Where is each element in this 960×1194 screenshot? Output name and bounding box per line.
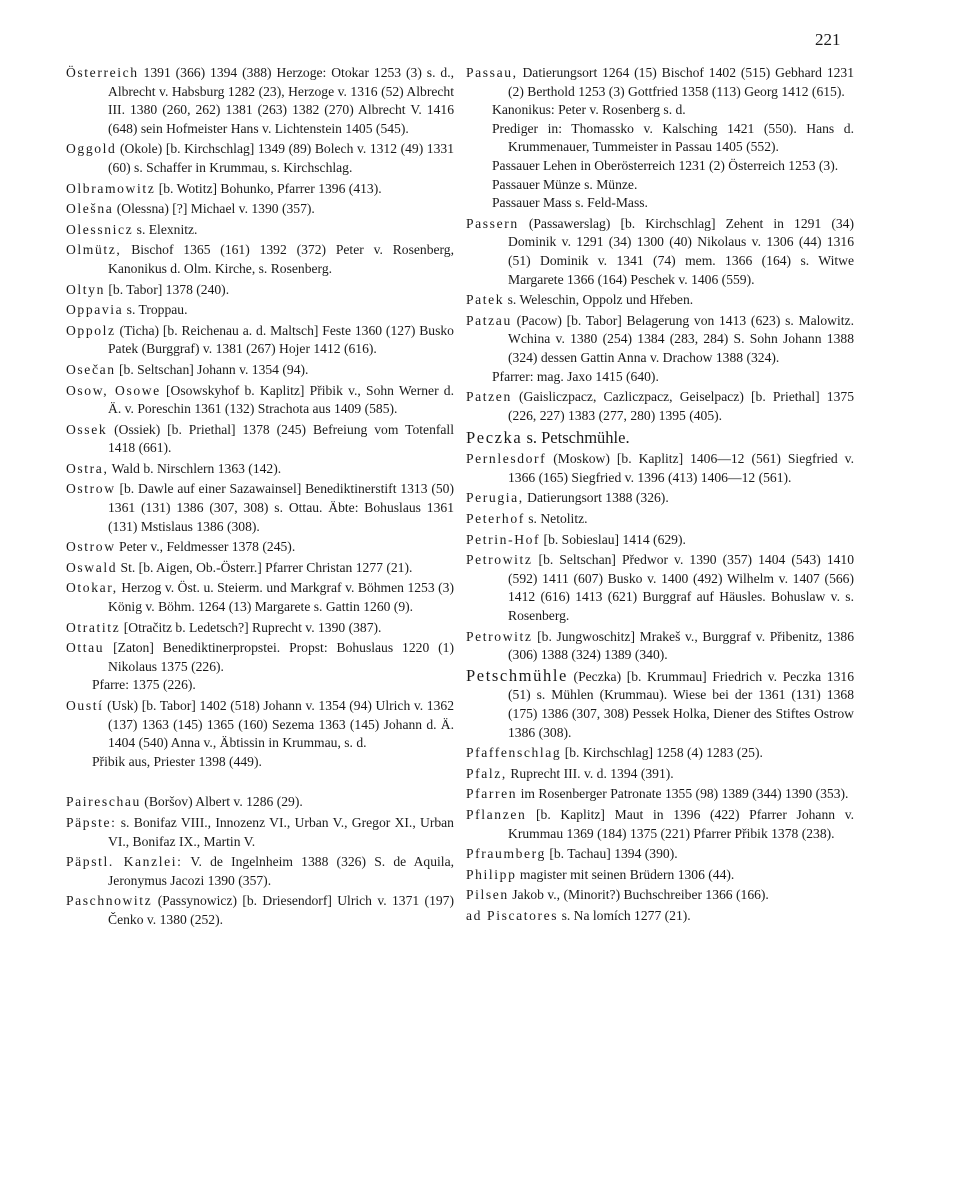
entry-text: [b. Jungwoschitz] Mrakeš v., Burggraf v. Přibenitz, 1386 (306) 1388 (324) 1389 (340).	[508, 628, 854, 663]
entry-text: Passauer Mass s. Feld-Mass.	[492, 195, 648, 211]
index-entry	[466, 510, 854, 529]
index-entry	[66, 538, 454, 557]
entry-headword: Petrowitz	[466, 628, 533, 644]
entry-text: (Ossiek) [b. Priethal] 1378 (245) Befreiung vom Totenfall 1418 (661).	[108, 421, 454, 456]
entry-text: (Boršov) Albert v. 1286 (29).	[144, 794, 303, 810]
entry-headword: Otratitz	[66, 619, 121, 635]
entry-headword: Ostrow	[66, 539, 116, 555]
index-entry	[66, 793, 454, 812]
entry-text: [Osowskyhof b. Kaplitz] Přibik v., Sohn Werner d. Ä. v. Poreschin 1361 (132) Strachota aus 1409 (585).	[108, 382, 454, 417]
entry-headword: ad Piscatores	[466, 907, 559, 923]
entry-text: s. Na lomích 1277 (21).	[561, 907, 691, 923]
entry-headword: Päpste:	[66, 814, 117, 830]
entry-text: s. Bonifaz VIII., Innozenz VI., Urban V., Gregor XI., Urban VI., Bonifaz IX., Martin V.	[108, 814, 454, 849]
index-entry	[66, 853, 454, 890]
entry-headword: Passau,	[466, 65, 518, 80]
index-entry	[66, 64, 454, 138]
index-entry	[66, 382, 454, 419]
entry-headword: Otokar,	[66, 580, 118, 596]
entry-text: Pfarre: 1375 (226).	[92, 677, 196, 693]
entry-text: (Usk) [b. Tabor] 1402 (518) Johann v. 1354 (94) Ulrich v. 1362 (137) 1363 (145) 1365 (160) Sezema 1363 (145) Johann d. Ä. 1404 (540) Anna v., Äbtissin in Krummau, s. d.	[107, 698, 454, 751]
entry-headword: Petschmühle	[466, 665, 568, 685]
index-entry	[466, 450, 854, 487]
index-entry	[66, 421, 454, 458]
index-entry	[66, 221, 454, 240]
entry-headword: Pfraumberg	[466, 846, 546, 862]
index-entry	[66, 753, 454, 772]
entry-text: (Peczka) [b. Krummau] Friedrich v. Peczka 1316 (51) s. Mühlen (Krummau). Wiese bei der 1361 (131) 1368 (175) 1386 (307, 308) Pessek Holka, Diener des Stiftes Ostrow 1386 (308).	[508, 668, 854, 740]
entry-text: [b. Tachau] 1394 (390).	[549, 846, 678, 862]
index-entry	[466, 531, 854, 550]
entry-headword: Ostrow	[66, 481, 116, 497]
index-entry	[466, 157, 854, 176]
entry-text: (Gaisliczpacz, Cazliczpacz, Geiselpacz) [b. Priethal] 1375 (226, 227) 1383 (277, 280) 1395 (405).	[508, 389, 854, 423]
entry-text: s. Petschmühle.	[526, 428, 630, 448]
index-entry	[466, 291, 854, 310]
entry-headword: Olešna	[66, 201, 114, 217]
entry-text: Ruprecht III. v. d. 1394 (391).	[510, 765, 674, 781]
entry-text: Wald b. Nirschlern 1363 (142).	[111, 460, 282, 476]
entry-text: Kanonikus: Peter v. Rosenberg s. d.	[492, 102, 686, 118]
entry-text: [b. Tabor] 1378 (240).	[108, 281, 230, 297]
index-entry	[466, 101, 854, 120]
entry-text: [b. Kaplitz] Maut in 1396 (422) Pfarrer Johann v. Krummau 1369 (184) 1375 (221) Pfarrer Přibik 1378 (238).	[508, 806, 855, 841]
index-entry	[466, 489, 854, 508]
index-entry	[66, 281, 454, 300]
entry-text: V. de Ingelnheim 1388 (326) S. de Aquila, Jeronymus Jacozi 1390 (357).	[108, 854, 454, 888]
entry-text: s. Netolitz.	[528, 511, 588, 527]
index-entry	[466, 194, 854, 213]
entry-headword: Osow, Osowe	[66, 382, 161, 398]
entry-headword: Pernlesdorf	[466, 451, 547, 467]
entry-text: (Passawerslag) [b. Kirchschlag] Zehent in 1291 (34) Dominik v. 1291 (34) 1300 (40) Nikolaus v. 1306 (44) 1316 (51) Dominik v. 1341 (74) mem. 1366 (164) s. Witwe Margarete 1366 (164) Peschek v. 1406 (559).	[508, 215, 854, 287]
entry-headword: Päpstl. Kanzlei:	[66, 854, 183, 870]
entry-text: Bischof 1365 (161) 1392 (372) Peter v. Rosenberg, Kanonikus d. Olm. Kirche, s. Rosenberg.	[108, 242, 455, 276]
entry-headword: Peterhof	[466, 511, 525, 527]
entry-headword: Oggold	[66, 141, 117, 157]
entry-text: (Ticha) [b. Reichenau a. d. Maltsch] Feste 1360 (127) Busko Patek (Burggraf) v. 1381 (267) Hojer 1412 (616).	[108, 322, 454, 357]
entry-headword: Osečan	[66, 361, 116, 377]
entry-headword: Patek	[466, 292, 505, 308]
entry-headword: Ostra,	[66, 460, 109, 476]
entry-headword: Pflanzen	[466, 806, 527, 822]
entry-text: Peter v., Feldmesser 1378 (245).	[119, 539, 296, 555]
entry-text: 1391 (366) 1394 (388) Herzoge: Otokar 1253 (3) s. d., Albrecht v. Habsburg 1282 (23), Herzoge v. 1316 (52) Albrecht III. 1380 (260, 262) 1381 (263) 1382 (270) Albrecht V. 1416 (648) sein Hofmeister Hans v. Lichtenstein 1405 (545).	[108, 65, 454, 136]
index-entry	[466, 551, 854, 625]
entry-text: Jakob v., (Minorit?) Buchschreiber 1366 (166).	[512, 887, 769, 903]
entry-headword: Oppolz	[66, 322, 116, 338]
index-entry	[66, 676, 454, 695]
index-entry	[66, 361, 454, 380]
index-entry	[66, 200, 454, 219]
entry-headword: Pilsen	[466, 887, 509, 903]
index-entry	[466, 907, 854, 926]
entry-text: Pfarrer: mag. Jaxo 1415 (640).	[492, 368, 659, 384]
index-entry	[66, 892, 454, 929]
right-column	[466, 64, 854, 928]
entry-text: (Moskow) [b. Kaplitz] 1406—12 (561) Siegfried v. 1366 (165) Siegfried v. 1396 (413) 1406—12 (561).	[508, 451, 854, 485]
entry-text: Datierungsort 1264 (15) Bischof 1402 (515) Gebhard 1231 (2) Berthold 1253 (3) Gottfried 1358 (113) Georg 1412 (615).	[508, 65, 855, 99]
entry-headword: Oppavia	[66, 302, 124, 318]
entry-text: [Zaton] Benediktinerpropstei. Propst: Bohuslaus 1220 (1) Nikolaus 1375 (226).	[108, 640, 454, 674]
entry-text: [b. Seltschan] Předwor v. 1390 (357) 1404 (543) 1410 (592) 1411 (607) Busko v. 1400 (492) Wilhelm v. 1407 (566) 1412 (616) 1413 (621) Burggraf auf Häusles. Bohuslaw v. s. Rosenberg.	[508, 552, 855, 624]
entry-text: [b. Dawle auf einer Sazawainsel] Benediktinerstift 1313 (50) 1361 (131) 1386 (307, 308) s. Ottau. Äbte: Bohuslaus 1361 (131) Mstislaus 1386 (308).	[108, 481, 454, 534]
entry-text: (Okole) [b. Kirchschlag] 1349 (89) Bolech v. 1312 (49) 1331 (60) s. Schaffer in Krummau, s. Kirchschlag.	[108, 141, 454, 175]
index-entry	[466, 886, 854, 905]
index-entry	[466, 667, 854, 742]
entry-headword: Perugia,	[466, 490, 524, 506]
entry-headword: Ottau	[66, 640, 105, 656]
index-entry	[466, 785, 854, 804]
left-column	[66, 64, 454, 932]
index-entry	[466, 866, 854, 885]
index-entry	[66, 322, 454, 359]
index-entry	[66, 460, 454, 479]
index-entry	[66, 559, 454, 578]
entry-text: (Olessna) [?] Michael v. 1390 (357).	[116, 201, 315, 217]
entry-headword: Pfaffenschlag	[466, 745, 562, 761]
entry-text: (Pacow) [b. Tabor] Belagerung von 1413 (623) s. Malowitz. Wchina v. 1380 (254) 1384 (283, 284) S. Sohn Johann 1388 (324) dessen Gattin Anna v. Drachow 1388 (324).	[508, 312, 854, 365]
index-entry	[66, 480, 454, 536]
entry-headword: Patzen	[466, 389, 512, 405]
entry-headword: Oustí	[66, 698, 104, 713]
index-entry	[466, 388, 854, 425]
index-entry	[466, 215, 854, 289]
entry-headword: Philipp	[466, 866, 517, 882]
index-entry	[66, 241, 454, 278]
entry-text: [Otračitz b. Ledetsch?] Ruprecht v. 1390 (387).	[123, 619, 382, 635]
entry-text: (Passynowicz) [b. Driesendorf] Ulrich v. 1371 (197) Čenko v. 1380 (252).	[108, 893, 454, 927]
index-entry	[466, 312, 854, 368]
entry-headword: Ossek	[66, 421, 108, 437]
entry-headword: Oltyn	[66, 281, 105, 297]
entry-text: s. Troppau.	[126, 302, 188, 318]
index-entry	[466, 806, 854, 843]
entry-text: s. Elexnitz.	[136, 221, 198, 237]
entry-text: Herzog v. Öst. u. Steierm. und Markgraf v. Böhmen 1253 (3) König v. Böhm. 1264 (13) Margarete s. Gattin 1260 (9).	[108, 580, 455, 615]
entry-headword: Petrin-Hof	[466, 531, 541, 547]
entry-text: Passauer Münze s. Münze.	[492, 176, 638, 192]
entry-headword: Petrowitz	[466, 552, 533, 568]
entry-headword: Olessnicz	[66, 221, 134, 237]
entry-text: St. [b. Aigen, Ob.-Österr.] Pfarrer Christan 1277 (21).	[120, 559, 413, 575]
index-entry	[66, 619, 454, 638]
entry-text: Přibik aus, Priester 1398 (449).	[92, 753, 262, 769]
entry-headword: Passern	[466, 215, 519, 231]
entry-headword: Olbramowitz	[66, 180, 156, 196]
index-entry	[466, 64, 854, 101]
entry-headword: Österreich	[66, 65, 139, 80]
entry-text: Prediger in: Thomassko v. Kalsching 1421 (550). Hans d. Krummenauer, Tummeister in Passau 1405 (552).	[492, 120, 854, 155]
entry-text: s. Weleschin, Oppolz und Hřeben.	[507, 292, 694, 308]
entry-text: [b. Kirchschlag] 1258 (4) 1283 (25).	[564, 745, 763, 761]
entry-headword: Pfalz,	[466, 765, 507, 781]
entry-headword: Pfarren	[466, 786, 518, 802]
entry-headword: Peczka	[466, 428, 523, 448]
index-entry	[66, 639, 454, 676]
index-entry	[66, 579, 454, 616]
entry-headword: Olmütz,	[66, 242, 122, 258]
index-entry	[466, 176, 854, 195]
index-entry	[466, 427, 854, 448]
index-entry	[466, 845, 854, 864]
index-entry	[466, 765, 854, 784]
index-entry	[66, 140, 454, 177]
index-entry	[66, 180, 454, 199]
index-entry	[466, 120, 854, 157]
index-entry	[66, 301, 454, 320]
page-number: 221	[815, 30, 841, 49]
entry-headword: Oswald	[66, 559, 118, 575]
entry-headword: Paschnowitz	[66, 893, 153, 909]
index-entry	[66, 697, 454, 753]
entry-text: [b. Wotitz] Bohunko, Pfarrer 1396 (413).	[158, 180, 382, 196]
entry-headword: Patzau	[466, 312, 512, 328]
index-entry	[66, 814, 454, 851]
entry-text: magister mit seinen Brüdern 1306 (44).	[519, 866, 735, 882]
entry-text: Datierungsort 1388 (326).	[527, 490, 669, 506]
entry-headword: Paireschau	[66, 794, 141, 810]
index-entry	[466, 368, 854, 387]
entry-text: Passauer Lehen in Oberösterreich 1231 (2) Österreich 1253 (3).	[492, 157, 839, 173]
entry-text: [b. Sobieslau] 1414 (629).	[543, 531, 686, 547]
index-entry	[466, 744, 854, 763]
entry-text: im Rosenberger Patronate 1355 (98) 1389 (344) 1390 (353).	[520, 786, 849, 802]
index-entry	[466, 628, 854, 665]
entry-text: [b. Seltschan] Johann v. 1354 (94).	[119, 361, 309, 377]
